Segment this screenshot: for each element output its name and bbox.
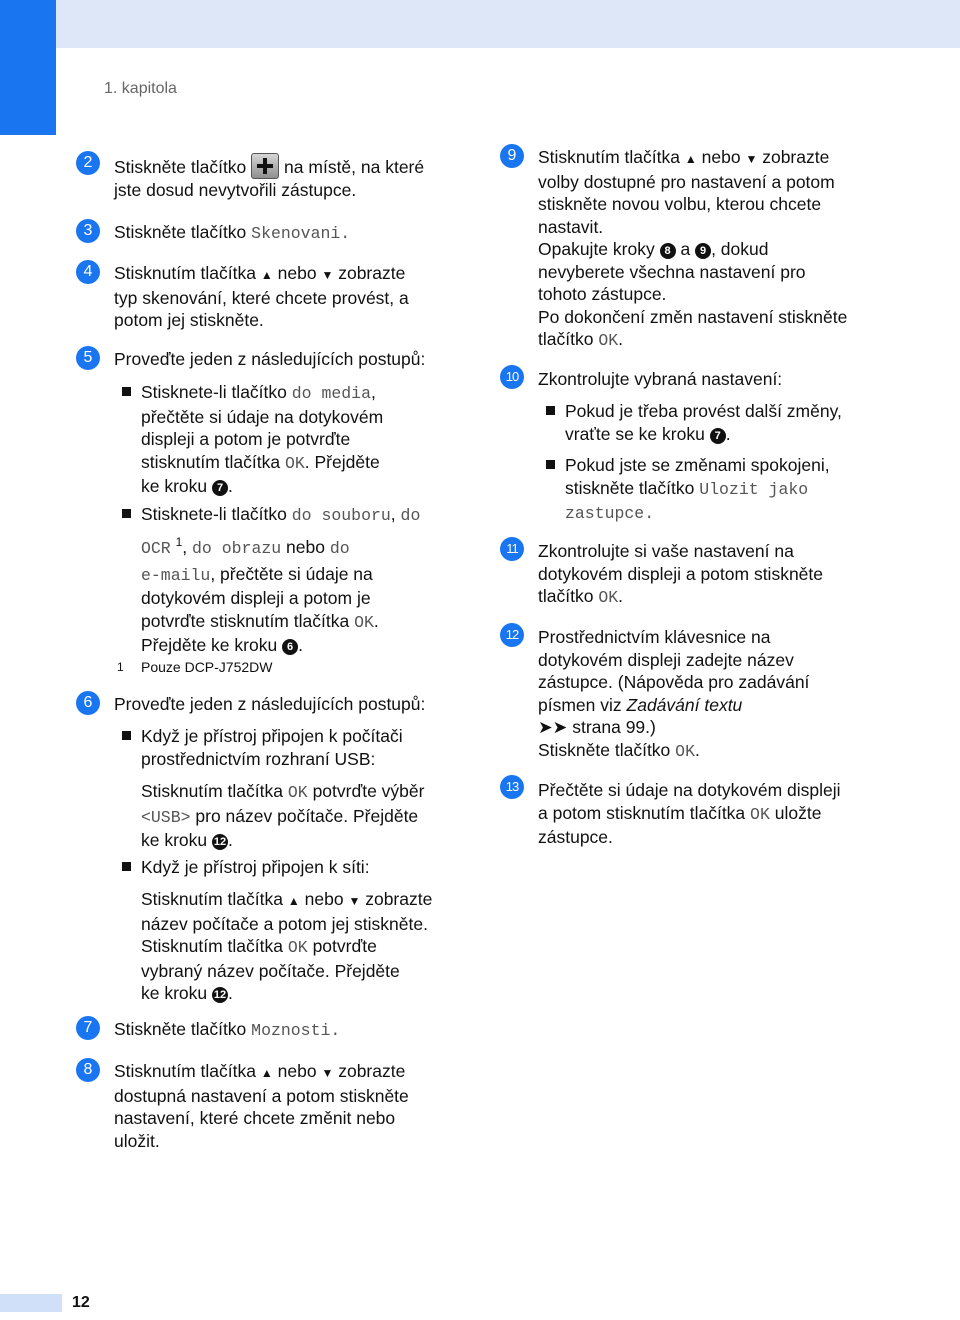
code-ulozit-jako: Ulozit jako <box>699 479 809 499</box>
step-5-option-1 <box>141 381 461 498</box>
step-9-line-e: nastavit. <box>538 216 604 237</box>
step-9-line-h: tohoto zástupce. <box>538 284 667 304</box>
step-10-option-1 <box>565 400 885 445</box>
step-12-line-c: zástupce. (Nápověda pro zadávání <box>538 672 810 692</box>
step-6-option-1 <box>141 725 461 770</box>
step-13-text <box>538 779 883 849</box>
step-9-line-a: Stisknutím tlačítka <box>538 147 680 167</box>
step-6-intro: Proveďte jeden z následujících postupů: <box>114 694 426 714</box>
up-arrow-icon: ▲ <box>287 894 300 908</box>
code-ok: OK <box>287 783 308 802</box>
step-9-line-f2: a <box>680 239 691 259</box>
step-3-label: Stiskněte tlačítko <box>114 222 247 242</box>
step-5-option-2-comma-2: , <box>182 536 188 557</box>
step-11-text <box>538 540 878 610</box>
step-4-line-b: zobrazte <box>338 263 406 283</box>
bullet-icon <box>122 731 131 740</box>
step-number-13: 13 <box>500 775 524 799</box>
step-3-text <box>114 221 350 246</box>
step-ref-8: 8 <box>660 243 676 259</box>
footnote-ref: 1 <box>175 534 183 549</box>
step-6-option-2: Když je přístroj připojen k síti: <box>141 857 370 877</box>
step-13-line-b2: uložte <box>774 802 822 823</box>
code-do: do <box>400 506 421 525</box>
step-5-intro: Proveďte jeden z následujících postupů: <box>114 349 426 369</box>
step-5-option-1-line-4b: . Přejděte <box>304 451 380 472</box>
step-6-option-1-period: . <box>228 830 233 850</box>
step-6-option-1-p3a: ke kroku <box>141 830 208 850</box>
step-10-option-1-line-2a: vraťte se ke kroku <box>565 423 705 444</box>
step-5-option-2-line-f: , přečtěte si údaje na <box>210 563 373 584</box>
step-6-option-2-p1a: Stisknutím tlačítka <box>141 889 283 909</box>
step-5-option-1-line-3: displeji a potom je potvrďte <box>141 429 351 449</box>
step-2-text <box>114 153 459 202</box>
step-number-6: 6 <box>76 691 100 715</box>
step-9-or: nebo <box>701 147 741 167</box>
down-arrow-icon: ▼ <box>745 152 758 166</box>
step-5-option-1-line-2: přečtěte si údaje na dotykovém <box>141 406 384 427</box>
step-number-10: 10 <box>500 365 524 389</box>
bullet-icon <box>546 406 555 415</box>
code-zastupce: zastupce. <box>565 504 655 523</box>
step-8-or: nebo <box>277 1061 317 1081</box>
step-6-option-2-p3b: potvrďte <box>312 936 377 956</box>
step-5-option-2-line-4: dotykovém displeji a potom je <box>141 588 371 608</box>
code-ocr: OCR <box>141 538 171 558</box>
step-9-line-c: volby dostupné pro nastavení a potom <box>538 171 835 192</box>
code-skenovani: Skenovani. <box>251 224 351 243</box>
down-arrow-icon: ▼ <box>321 268 334 282</box>
up-arrow-icon: ▲ <box>260 1066 273 1080</box>
code-ok: OK <box>750 804 770 824</box>
step-2-line-a: Stiskněte tlačítko <box>114 157 247 177</box>
step-2-line-c: jste dosud nevytvořili zástupce. <box>114 180 357 200</box>
step-9-line-f1: Opakujte kroky <box>538 239 655 259</box>
code-ok: OK <box>284 453 305 473</box>
step-5-option-1-comma: , <box>370 382 376 402</box>
code-usb: <USB> <box>141 807 191 827</box>
step-11-line-c1: tlačítko <box>538 586 594 606</box>
step-10-option-1-period: . <box>725 423 731 444</box>
chapter-tab <box>0 0 56 135</box>
step-5-option-1-line-5a: ke kroku <box>141 476 208 496</box>
step-9-line-i: Po dokončení změn nastavení stiskněte <box>538 306 848 327</box>
step-5-option-2-line-6a: Přejděte ke kroku <box>141 635 278 655</box>
code-e-mailu: e-mailu <box>141 565 211 585</box>
step-5-option-1-line-a: Stisknete-li tlačítko <box>141 382 287 402</box>
step-6-option-2-p5a: ke kroku <box>141 983 208 1003</box>
step-12-line-b: dotykovém displeji zadejte název <box>538 649 794 670</box>
step-5-option-2-period: . <box>373 610 379 631</box>
step-number-9: 9 <box>500 144 524 168</box>
step-6-option-2-p1b: zobrazte <box>365 889 433 909</box>
up-arrow-icon: ▲ <box>260 268 273 282</box>
step-11-line-a: Zkontrolujte si vaše nastavení na <box>538 541 794 561</box>
step-9-line-d: stiskněte novou volbu, kterou chcete <box>538 194 822 214</box>
step-5-option-1-line-4a: stisknutím tlačítka <box>141 451 281 472</box>
step-ref-7: 7 <box>710 428 726 444</box>
bullet-icon <box>122 387 131 396</box>
code-do-obrazu: do obrazu <box>192 538 282 558</box>
step-2-line-b: na místě, na které <box>284 157 425 177</box>
code-moznosti: Moznosti. <box>251 1021 341 1040</box>
step-7-label: Stiskněte tlačítko <box>114 1019 247 1039</box>
step-8-text <box>114 1060 459 1152</box>
code-ok: OK <box>598 331 619 350</box>
step-number-11: 11 <box>500 537 524 561</box>
step-12-line-d1: písmen viz <box>538 694 622 715</box>
footnote-text: Pouze DCP-J752DW <box>141 659 273 675</box>
step-6-option-2-body <box>141 888 461 1005</box>
up-arrow-icon: ▲ <box>684 152 697 166</box>
step-9-line-f3: , dokud <box>711 239 769 259</box>
step-9-line-g: nevyberete všechna nastavení pro <box>538 261 806 282</box>
step-ref-9: 9 <box>695 243 711 259</box>
double-arrow-icon: ➤➤ <box>538 717 568 737</box>
step-ref-6: 6 <box>282 639 298 655</box>
step-9-period: . <box>618 329 624 349</box>
down-arrow-icon: ▼ <box>321 1066 334 1080</box>
step-8-line-c: dostupná nastavení a potom stiskněte <box>114 1085 409 1106</box>
step-4-line-c: typ skenování, které chcete provést, a <box>114 287 409 308</box>
step-5-option-1-period: . <box>228 476 233 496</box>
step-11-period: . <box>618 586 624 606</box>
page-number: 12 <box>72 1294 90 1311</box>
step-ref-12: 12 <box>213 836 227 848</box>
step-5-option-2-comma: , <box>390 504 396 524</box>
step-6-option-2-p3a: Stisknutím tlačítka <box>141 936 283 956</box>
step-5-option-2-or: nebo <box>286 536 325 557</box>
down-arrow-icon: ▼ <box>348 894 361 908</box>
step-10-option-2-line-1: Pokud jste se změnami spokojeni, <box>565 455 830 475</box>
step-number-3: 3 <box>76 219 100 243</box>
step-6-option-1-line-1: Když je přístroj připojen k počítači <box>141 726 403 746</box>
step-10-intro: Zkontrolujte vybraná nastavení: <box>538 369 783 389</box>
step-10-option-1-line-1: Pokud je třeba provést další změny, <box>565 401 842 421</box>
step-number-8: 8 <box>76 1058 100 1082</box>
step-12-line-f1: Stiskněte tlačítko <box>538 739 671 760</box>
code-ok: OK <box>675 741 695 761</box>
step-ref-7: 7 <box>212 480 228 496</box>
step-number-7: 7 <box>76 1016 100 1040</box>
step-4-or: nebo <box>277 263 317 283</box>
code-ok: OK <box>354 612 374 632</box>
chapter-title: 1. kapitola <box>104 80 177 97</box>
code-do-2: do <box>329 538 350 558</box>
step-5-option-2-line-5a: potvrďte stisknutím tlačítka <box>141 610 350 631</box>
step-5-option-2 <box>141 503 461 657</box>
step-10-option-2-line-2a: stiskněte tlačítko <box>565 477 695 498</box>
code-do-media: do media <box>291 384 371 403</box>
step-9-line-j1: tlačítko <box>538 329 594 349</box>
step-5-option-2-line-a: Stisknete-li tlačítko <box>141 504 287 524</box>
step-4-line-a: Stisknutím tlačítka <box>114 263 256 283</box>
step-6-option-1-p2: pro název počítače. Přejděte <box>195 805 419 826</box>
step-5-option-2-period-2: . <box>298 635 303 655</box>
step-8-line-a: Stisknutím tlačítka <box>114 1061 256 1081</box>
step-12-text <box>538 626 878 763</box>
step-6-option-1-line-2: prostřednictvím rozhraní USB: <box>141 748 376 769</box>
step-number-4: 4 <box>76 260 100 284</box>
step-6-option-2-period: . <box>228 983 233 1003</box>
step-8-line-b: zobrazte <box>338 1061 406 1081</box>
step-8-line-d: nastavení, které chcete změnit nebo <box>114 1108 396 1128</box>
step-10-option-2 <box>565 454 885 526</box>
step-13-line-b1: a potom stisknutím tlačítka <box>538 802 746 823</box>
step-11-line-b: dotykovém displeji a potom stiskněte <box>538 563 823 584</box>
step-8-line-e: uložit. <box>114 1130 160 1151</box>
header-band <box>0 0 960 48</box>
step-6-option-1-body <box>141 780 461 852</box>
step-12-line-a: Prostřednictvím klávesnice na <box>538 627 771 647</box>
step-6-option-2-p2: název počítače a potom jej stiskněte. <box>141 913 428 934</box>
step-number-5: 5 <box>76 346 100 370</box>
step-7-text <box>114 1018 340 1043</box>
step-4-line-d: potom jej stiskněte. <box>114 310 264 330</box>
code-do-souboru: do souboru <box>291 506 391 525</box>
bullet-icon <box>122 509 131 518</box>
bullet-icon <box>122 862 131 871</box>
bullet-icon <box>546 460 555 469</box>
step-ref-12: 12 <box>213 989 227 1001</box>
footnote-mark: 1 <box>117 660 124 674</box>
step-6-option-1-p1b: potvrďte výběr <box>312 781 425 801</box>
step-6-option-2-p4: vybraný název počítače. Přejděte <box>141 960 400 981</box>
step-6-option-1-p1a: Stisknutím tlačítka <box>141 781 283 801</box>
step-9-text <box>538 146 878 353</box>
step-number-12: 12 <box>500 623 524 647</box>
plus-icon <box>251 153 279 179</box>
footer-band <box>0 1294 62 1312</box>
step-6-option-2-or: nebo <box>304 889 344 909</box>
code-ok: OK <box>598 588 619 607</box>
step-12-period: . <box>694 739 700 760</box>
step-12-line-e: strana 99.) <box>572 717 656 737</box>
step-13-line-c: zástupce. <box>538 827 613 847</box>
code-ok: OK <box>287 938 308 957</box>
step-number-2: 2 <box>76 151 100 175</box>
step-13-line-a: Přečtěte si údaje na dotykovém displeji <box>538 780 841 800</box>
step-9-line-b: zobrazte <box>762 147 830 167</box>
link-zadavani-textu[interactable]: Zadávání textu <box>626 694 743 715</box>
step-4-text <box>114 262 459 332</box>
